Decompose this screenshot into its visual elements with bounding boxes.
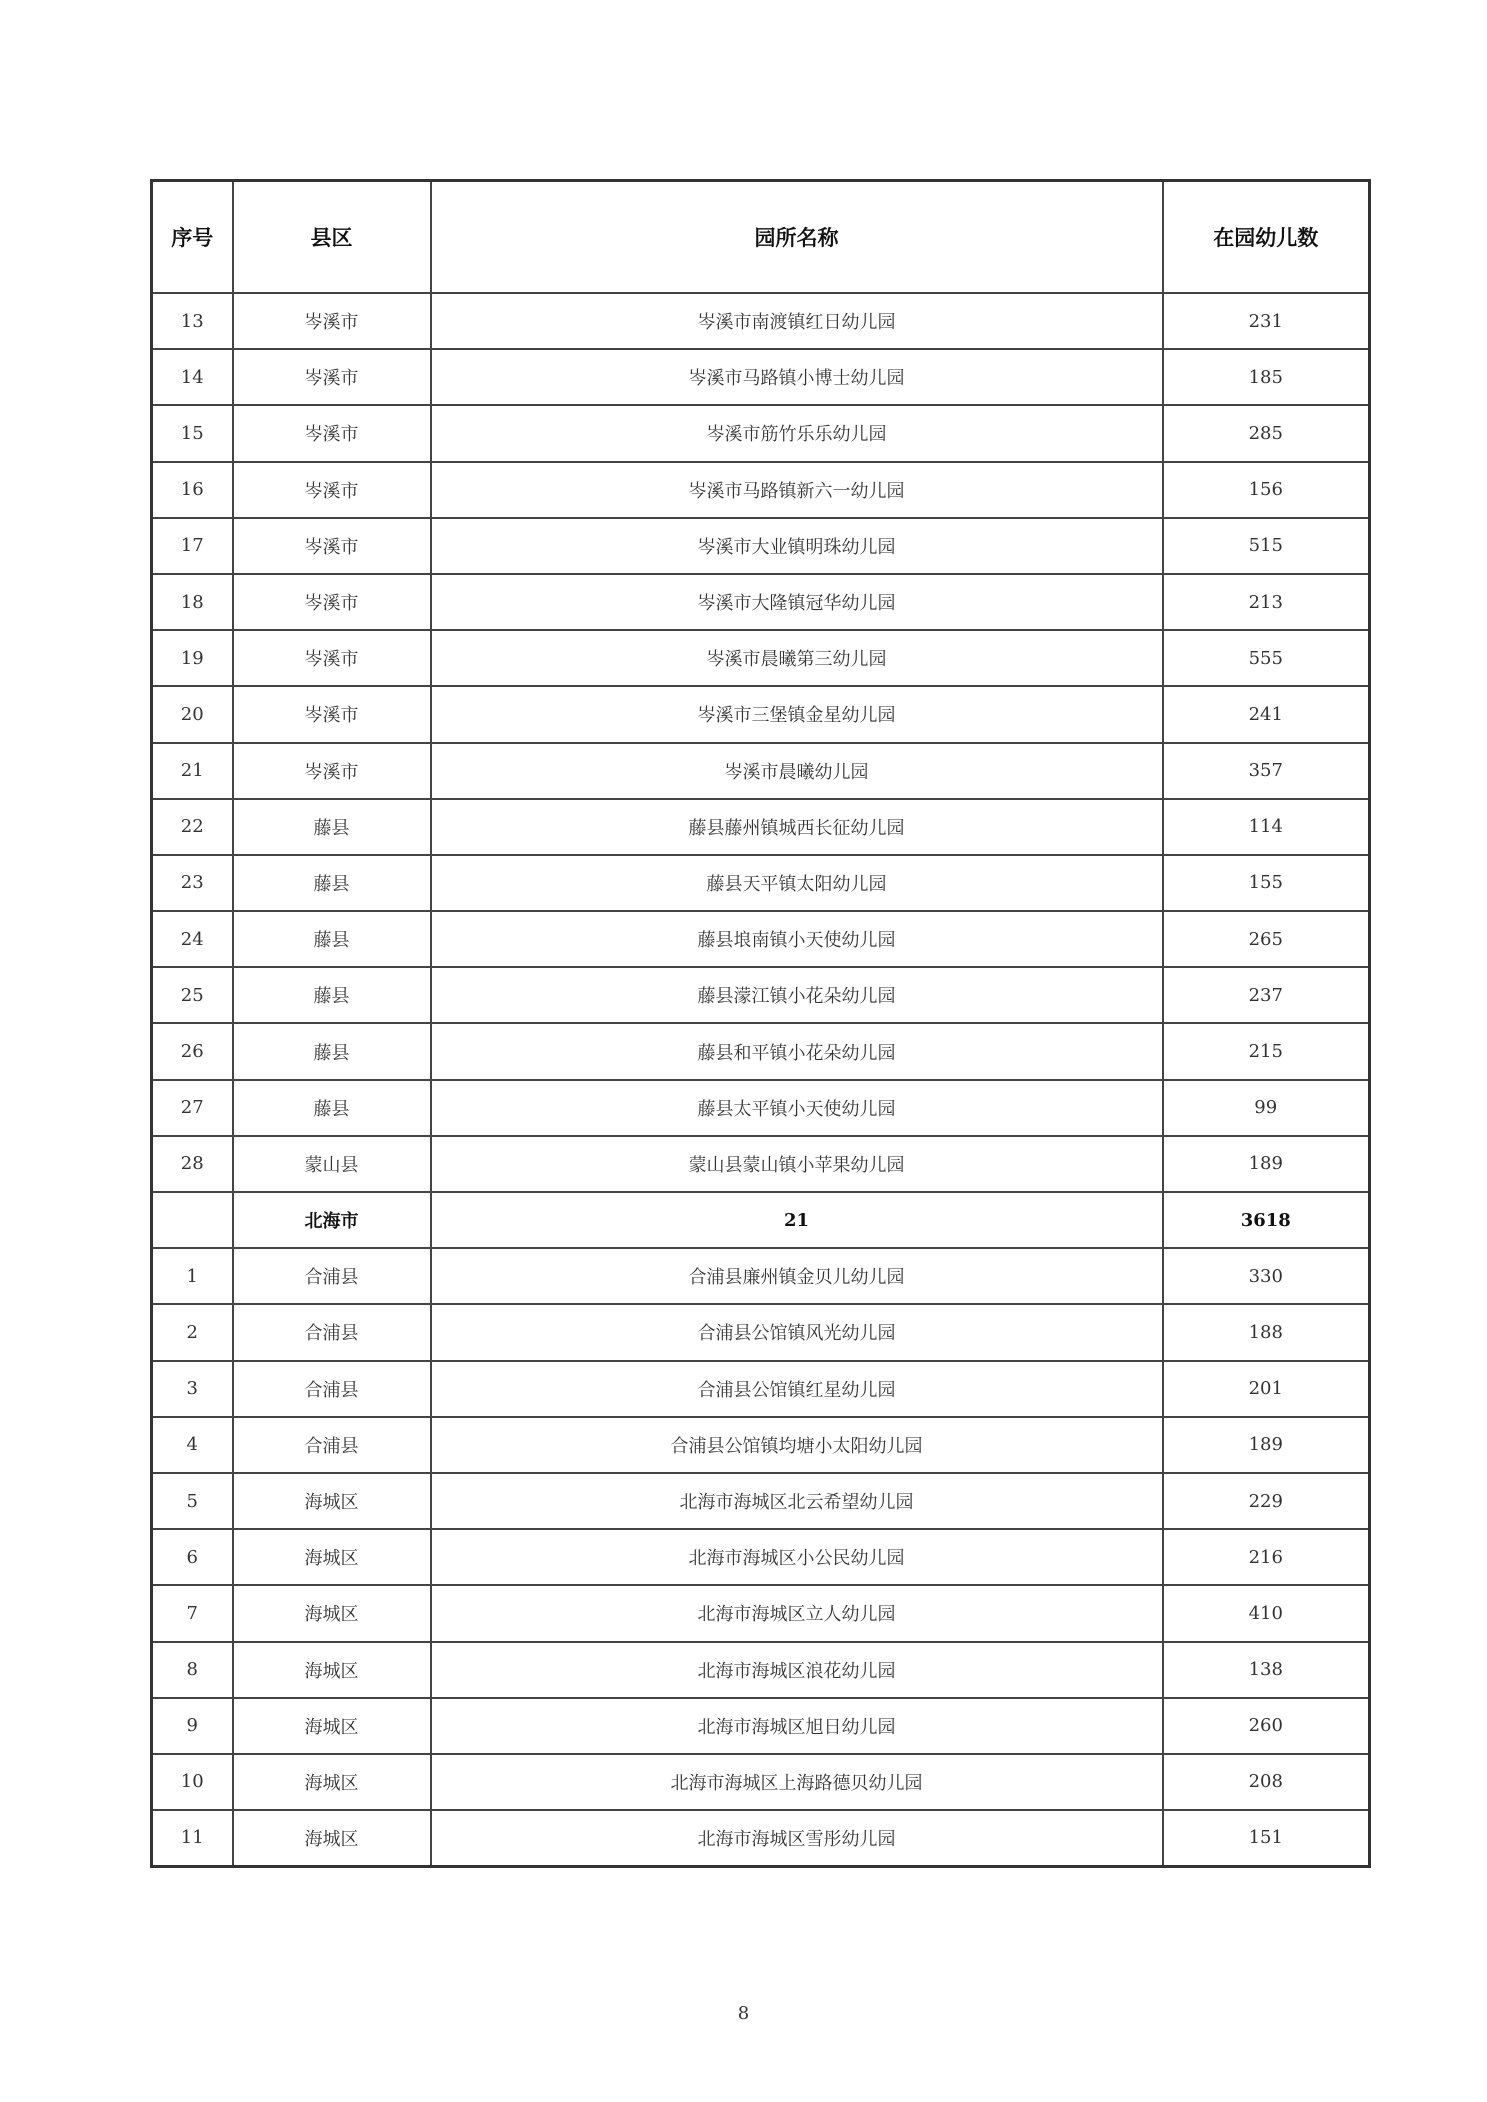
cell-serial-number: 24	[152, 911, 233, 967]
table-row	[152, 1136, 1370, 1192]
subtotal-row	[152, 1192, 1370, 1248]
cell-kindergarten-name: 岑溪市马路镇小博士幼儿园	[431, 349, 1163, 405]
cell-kindergarten-name: 岑溪市筋竹乐乐幼儿园	[431, 405, 1163, 461]
cell-serial-number: 11	[152, 1810, 233, 1866]
cell-kindergarten-name: 合浦县廉州镇金贝儿幼儿园	[431, 1248, 1163, 1304]
cell-kindergarten-name: 北海市海城区北云希望幼儿园	[431, 1473, 1163, 1529]
header-kindergarten-name: 园所名称	[431, 181, 1163, 294]
cell-kindergarten-name: 藤县藤州镇城西长征幼儿园	[431, 799, 1163, 855]
table-row	[152, 1023, 1370, 1079]
header-county: 县区	[233, 181, 431, 294]
cell-county: 海城区	[233, 1585, 431, 1641]
table-row	[152, 1473, 1370, 1529]
table-header-row	[152, 181, 1370, 294]
cell-enrolled-children: 285	[1163, 405, 1370, 461]
cell-county: 岑溪市	[233, 574, 431, 630]
cell-enrolled-children: 208	[1163, 1754, 1370, 1810]
cell-enrolled-children: 216	[1163, 1529, 1370, 1585]
cell-kindergarten-name: 藤县埌南镇小天使幼儿园	[431, 911, 1163, 967]
cell-enrolled-children: 215	[1163, 1023, 1370, 1079]
cell-county: 合浦县	[233, 1304, 431, 1360]
cell-kindergarten-name: 藤县和平镇小花朵幼儿园	[431, 1023, 1163, 1079]
cell-enrolled-children: 237	[1163, 967, 1370, 1023]
cell-county: 海城区	[233, 1754, 431, 1810]
cell-kindergarten-name: 岑溪市南渡镇红日幼儿园	[431, 293, 1163, 349]
cell-county: 蒙山县	[233, 1136, 431, 1192]
table-row	[152, 799, 1370, 855]
cell-kindergarten-name: 21	[431, 1192, 1163, 1248]
cell-kindergarten-name: 合浦县公馆镇均塘小太阳幼儿园	[431, 1417, 1163, 1473]
cell-enrolled-children: 357	[1163, 743, 1370, 799]
table-body	[152, 293, 1370, 1866]
cell-enrolled-children: 99	[1163, 1080, 1370, 1136]
cell-enrolled-children: 185	[1163, 349, 1370, 405]
table-row	[152, 855, 1370, 911]
kindergarten-table	[150, 179, 1371, 1868]
cell-enrolled-children: 155	[1163, 855, 1370, 911]
cell-serial-number: 16	[152, 462, 233, 518]
cell-county: 岑溪市	[233, 405, 431, 461]
table-row	[152, 630, 1370, 686]
table-row	[152, 1529, 1370, 1585]
cell-serial-number: 7	[152, 1585, 233, 1641]
cell-kindergarten-name: 岑溪市马路镇新六一幼儿园	[431, 462, 1163, 518]
cell-enrolled-children: 3618	[1163, 1192, 1370, 1248]
table-row	[152, 1361, 1370, 1417]
cell-county: 岑溪市	[233, 462, 431, 518]
cell-kindergarten-name: 合浦县公馆镇风光幼儿园	[431, 1304, 1163, 1360]
cell-serial-number: 4	[152, 1417, 233, 1473]
cell-enrolled-children: 189	[1163, 1136, 1370, 1192]
cell-kindergarten-name: 北海市海城区浪花幼儿园	[431, 1642, 1163, 1698]
table-row	[152, 686, 1370, 742]
cell-kindergarten-name: 岑溪市晨曦第三幼儿园	[431, 630, 1163, 686]
cell-serial-number: 8	[152, 1642, 233, 1698]
cell-enrolled-children: 260	[1163, 1698, 1370, 1754]
cell-county: 岑溪市	[233, 630, 431, 686]
cell-county: 海城区	[233, 1698, 431, 1754]
cell-county: 北海市	[233, 1192, 431, 1248]
cell-serial-number: 6	[152, 1529, 233, 1585]
cell-county: 藤县	[233, 799, 431, 855]
table-row	[152, 967, 1370, 1023]
cell-county: 合浦县	[233, 1417, 431, 1473]
cell-enrolled-children: 241	[1163, 686, 1370, 742]
cell-serial-number: 23	[152, 855, 233, 911]
cell-county: 岑溪市	[233, 349, 431, 405]
cell-serial-number: 27	[152, 1080, 233, 1136]
cell-serial-number: 13	[152, 293, 233, 349]
table-row	[152, 462, 1370, 518]
table-row	[152, 1810, 1370, 1866]
cell-kindergarten-name: 藤县太平镇小天使幼儿园	[431, 1080, 1163, 1136]
cell-county: 岑溪市	[233, 518, 431, 574]
cell-serial-number: 26	[152, 1023, 233, 1079]
cell-kindergarten-name: 北海市海城区小公民幼儿园	[431, 1529, 1163, 1585]
cell-county: 岑溪市	[233, 686, 431, 742]
cell-serial-number: 25	[152, 967, 233, 1023]
cell-county: 海城区	[233, 1642, 431, 1698]
cell-enrolled-children: 515	[1163, 518, 1370, 574]
cell-serial-number: 20	[152, 686, 233, 742]
cell-county: 藤县	[233, 1023, 431, 1079]
table-row	[152, 405, 1370, 461]
cell-serial-number	[152, 1192, 233, 1248]
table-row	[152, 1585, 1370, 1641]
table-row	[152, 1754, 1370, 1810]
cell-kindergarten-name: 北海市海城区上海路德贝幼儿园	[431, 1754, 1163, 1810]
table-row	[152, 911, 1370, 967]
cell-serial-number: 2	[152, 1304, 233, 1360]
table-row	[152, 1642, 1370, 1698]
cell-county: 海城区	[233, 1810, 431, 1866]
cell-kindergarten-name: 藤县天平镇太阳幼儿园	[431, 855, 1163, 911]
cell-enrolled-children: 231	[1163, 293, 1370, 349]
cell-county: 合浦县	[233, 1248, 431, 1304]
cell-enrolled-children: 201	[1163, 1361, 1370, 1417]
table-row	[152, 1248, 1370, 1304]
cell-county: 岑溪市	[233, 293, 431, 349]
cell-county: 海城区	[233, 1529, 431, 1585]
cell-enrolled-children: 188	[1163, 1304, 1370, 1360]
table-row	[152, 1304, 1370, 1360]
cell-serial-number: 18	[152, 574, 233, 630]
table-row	[152, 574, 1370, 630]
page-number: 8	[737, 2003, 750, 2024]
cell-kindergarten-name: 岑溪市大隆镇冠华幼儿园	[431, 574, 1163, 630]
cell-serial-number: 14	[152, 349, 233, 405]
cell-kindergarten-name: 合浦县公馆镇红星幼儿园	[431, 1361, 1163, 1417]
cell-enrolled-children: 151	[1163, 1810, 1370, 1866]
cell-county: 合浦县	[233, 1361, 431, 1417]
cell-serial-number: 28	[152, 1136, 233, 1192]
cell-serial-number: 19	[152, 630, 233, 686]
cell-enrolled-children: 229	[1163, 1473, 1370, 1529]
table-row	[152, 518, 1370, 574]
cell-kindergarten-name: 北海市海城区立人幼儿园	[431, 1585, 1163, 1641]
cell-kindergarten-name: 岑溪市大业镇明珠幼儿园	[431, 518, 1163, 574]
cell-kindergarten-name: 岑溪市三堡镇金星幼儿园	[431, 686, 1163, 742]
cell-enrolled-children: 555	[1163, 630, 1370, 686]
cell-county: 藤县	[233, 911, 431, 967]
cell-enrolled-children: 189	[1163, 1417, 1370, 1473]
cell-serial-number: 3	[152, 1361, 233, 1417]
cell-serial-number: 17	[152, 518, 233, 574]
cell-county: 藤县	[233, 855, 431, 911]
table-row	[152, 1080, 1370, 1136]
cell-enrolled-children: 265	[1163, 911, 1370, 967]
cell-enrolled-children: 114	[1163, 799, 1370, 855]
cell-kindergarten-name: 北海市海城区雪彤幼儿园	[431, 1810, 1163, 1866]
cell-county: 岑溪市	[233, 743, 431, 799]
cell-kindergarten-name: 岑溪市晨曦幼儿园	[431, 743, 1163, 799]
cell-enrolled-children: 410	[1163, 1585, 1370, 1641]
cell-enrolled-children: 138	[1163, 1642, 1370, 1698]
cell-enrolled-children: 213	[1163, 574, 1370, 630]
cell-county: 藤县	[233, 967, 431, 1023]
cell-enrolled-children: 330	[1163, 1248, 1370, 1304]
cell-kindergarten-name: 藤县濛江镇小花朵幼儿园	[431, 967, 1163, 1023]
cell-kindergarten-name: 北海市海城区旭日幼儿园	[431, 1698, 1163, 1754]
table-row	[152, 1417, 1370, 1473]
header-enrolled-children: 在园幼儿数	[1163, 181, 1370, 294]
cell-serial-number: 9	[152, 1698, 233, 1754]
cell-serial-number: 15	[152, 405, 233, 461]
cell-kindergarten-name: 蒙山县蒙山镇小苹果幼儿园	[431, 1136, 1163, 1192]
cell-serial-number: 10	[152, 1754, 233, 1810]
table-row	[152, 293, 1370, 349]
cell-county: 海城区	[233, 1473, 431, 1529]
cell-serial-number: 1	[152, 1248, 233, 1304]
cell-serial-number: 22	[152, 799, 233, 855]
cell-county: 藤县	[233, 1080, 431, 1136]
table-row	[152, 743, 1370, 799]
header-serial-number: 序号	[152, 181, 233, 294]
cell-serial-number: 21	[152, 743, 233, 799]
cell-serial-number: 5	[152, 1473, 233, 1529]
table-row	[152, 349, 1370, 405]
table-row	[152, 1698, 1370, 1754]
cell-enrolled-children: 156	[1163, 462, 1370, 518]
